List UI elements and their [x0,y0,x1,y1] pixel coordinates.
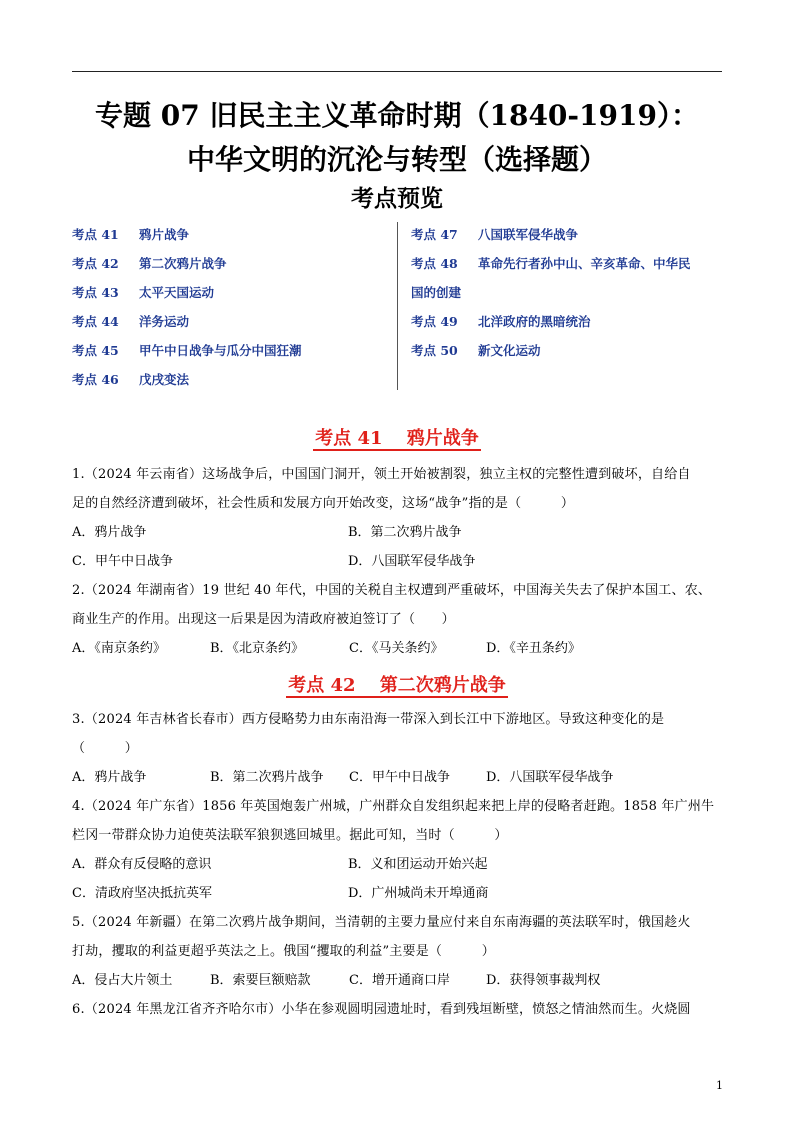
question-4 [72,792,727,850]
question-text: 栏冈一带群众协力迫使英法联军狼狈逃回城里。据此可知，当时（ ） [72,828,508,843]
toc-left-column [72,225,392,399]
toc-item-label: 洋务运动 [139,314,190,329]
toc-item[interactable] [72,341,392,370]
question-text: 4.（2024 年广东省）1856 年英国炮轰广州城，广州群众自发组织起来把上岸的侵略者赶跑。1858 年广州牛 [72,799,715,814]
option-b[interactable]: B．第二次鸦片战争 [210,770,324,785]
option-d[interactable]: D．八国联军侵华战争 [486,770,614,785]
question-text: 足的自然经济遭到破坏，社会性质和发展方向开始改变，这场“战争”指的是（ ） [72,496,575,511]
toc-item-number: 考点 50 [411,343,458,358]
question-5 [72,908,727,966]
toc-item[interactable] [72,283,392,312]
toc-item[interactable] [411,312,731,341]
toc-item-number: 考点 48 [411,256,458,271]
section-heading-text: 考点 42 第二次鸦片战争 [288,675,506,696]
toc-item-label: 甲午中日战争与瓜分中国狂潮 [139,343,302,358]
question-text: 5.（2024 年新疆）在第二次鸦片战争期间，当清朝的主要力量应付来自东南海疆的英法联军时，俄国趁火 [72,915,691,930]
option-b[interactable]: B．索要巨额赔款 [210,973,311,988]
question-2-options [72,634,727,663]
toc-item-label: 戊戌变法 [139,372,190,387]
toc-item-label: 北洋政府的黑暗统治 [478,314,591,329]
option-c[interactable]: C．清政府坚决抵抗英军 [72,886,212,901]
question-text: 1.（2024 年云南省）这场战争后，中国国门洞开，领土开始被割裂，独立主权的完整性遭到破坏，自给自 [72,467,691,482]
toc-item[interactable] [72,370,392,399]
document-title-line2: 中华文明的沉沦与转型（选择题） [186,143,607,176]
toc-item-label: 鸦片战争 [139,227,190,242]
option-c[interactable]: C．甲午中日战争 [349,770,450,785]
toc-right-column [411,225,731,370]
question-text: 2.（2024 年湖南省）19 世纪 40 年代，中国的关税自主权遭到严重破坏，中国海关失去了保护本国工、农、 [72,583,712,598]
question-3-options [72,763,727,792]
option-c[interactable]: C．增开通商口岸 [349,973,450,988]
option-b[interactable]: B．《北京条约》 [210,641,305,656]
preview-heading: 考点预览 [351,185,443,212]
toc-item[interactable] [72,312,392,341]
option-a[interactable]: A．鸦片战争 [72,770,147,785]
toc-item-number: 考点 43 [72,285,119,300]
option-a[interactable]: A．群众有反侵略的意识 [72,857,212,872]
section-heading-text: 考点 41 鸦片战争 [315,428,479,449]
question-5-options [72,966,727,995]
toc-item-label: 第二次鸦片战争 [139,256,227,271]
toc-item-label: 八国联军侵华战争 [478,227,579,242]
option-b[interactable]: B．第二次鸦片战争 [348,525,462,540]
toc-item[interactable] [411,341,731,370]
option-a[interactable]: A．侵占大片领土 [72,973,173,988]
question-text: 打劫，攫取的利益更超乎英法之上。俄国“攫取的利益”主要是（ ） [72,944,495,959]
toc-divider [397,222,398,390]
question-text: 商业生产的作用。出现这一后果是因为清政府被迫签订了（ ） [72,612,455,627]
option-d[interactable]: D．《辛丑条约》 [486,641,581,656]
question-3 [72,705,727,763]
option-c[interactable]: C．甲午中日战争 [72,554,173,569]
question-text: 3.（2024 年吉林省长春市）西方侵略势力由东南沿海一带深入到长江中下游地区。导致这种变化的是 [72,712,665,727]
section-heading-42 [0,673,794,699]
toc-item-label: 太平天国运动 [139,285,215,300]
question-1-options-row1 [72,518,727,547]
question-2 [72,576,727,634]
header-rule [72,71,722,72]
option-b[interactable]: B．义和团运动开始兴起 [348,857,488,872]
toc-item-number: 考点 44 [72,314,119,329]
question-4-options-row2 [72,879,727,908]
section-heading-41 [0,426,794,452]
toc-item[interactable] [72,254,392,283]
option-a[interactable]: A．《南京条约》 [72,641,166,656]
question-1 [72,460,727,518]
toc-item[interactable] [411,254,731,283]
toc-item[interactable] [72,225,392,254]
option-d[interactable]: D．获得领事裁判权 [486,973,601,988]
question-4-options-row1 [72,850,727,879]
toc-item-label: 革命先行者孙中山、辛亥革命、中华民 [478,256,691,271]
question-text: （ ） [72,741,139,756]
toc-item-number: 考点 47 [411,227,458,242]
page-number: 1 [716,1079,723,1092]
toc-item[interactable] [411,225,731,254]
option-a[interactable]: A．鸦片战争 [72,525,147,540]
toc-item-number: 考点 41 [72,227,119,242]
option-d[interactable]: D．广州城尚未开埠通商 [348,886,489,901]
toc-item-number: 考点 45 [72,343,119,358]
toc-item-continuation[interactable]: 国的创建 [411,285,462,300]
document-title-line1: 专题 07 旧民主主义革命时期（1840-1919）： [95,99,699,132]
question-text: 6.（2024 年黑龙江省齐齐哈尔市）小华在参观圆明园遗址时，看到残垣断壁，愤怒之情油然而生。火烧圆 [72,1002,691,1017]
question-6 [72,995,727,1024]
question-1-options-row2 [72,547,727,576]
toc-item-number: 考点 42 [72,256,119,271]
toc-item-number: 考点 49 [411,314,458,329]
option-c[interactable]: C．《马关条约》 [349,641,444,656]
toc-item-number: 考点 46 [72,372,119,387]
option-d[interactable]: D．八国联军侵华战争 [348,554,476,569]
toc-item-label: 新文化运动 [478,343,541,358]
